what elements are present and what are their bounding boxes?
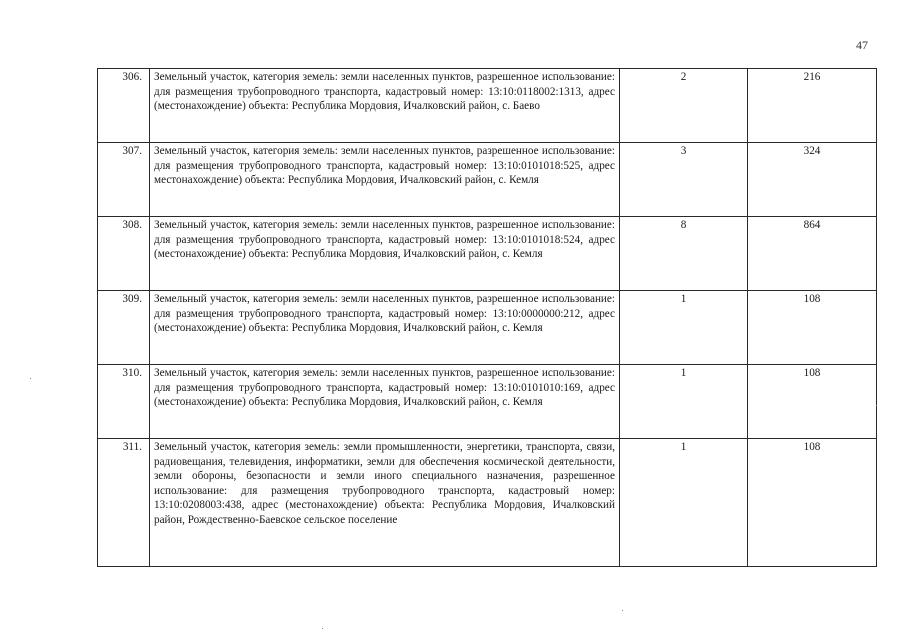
row-quantity: 1: [620, 439, 748, 567]
row-quantity: 8: [620, 217, 748, 291]
row-description: Земельный участок, категория земель: земли населенных пунктов, разрешенное использование: для размещения трубопроводного транспорта, кадастровый номер: 13:10:0101018:524, адрес (местонахождение) объекта: Республика Мордовия, Ичалковский район, с. Кемля: [150, 217, 620, 291]
page-number: 47: [856, 38, 868, 52]
table-row: [98, 143, 877, 217]
row-quantity: 1: [620, 365, 748, 439]
table-row: [98, 365, 877, 439]
row-description: Земельный участок, категория земель: земли населенных пунктов, разрешенное использование: для размещения трубопроводного транспорта, кадастровый номер: 13:10:0101018:525, адрес местонахождение) объекта: Республика Мордовия, Ичалковский район, с. Кемля: [150, 143, 620, 217]
row-quantity: 2: [620, 69, 748, 143]
row-number: 306.: [98, 69, 150, 143]
row-value: 108: [748, 291, 877, 365]
row-value: 324: [748, 143, 877, 217]
table-row: [98, 69, 877, 143]
table-row: [98, 217, 877, 291]
row-value: 108: [748, 365, 877, 439]
scan-speck: [876, 405, 877, 406]
row-description: Земельный участок, категория земель: земли населенных пунктов, разрешенное использование: для размещения трубопроводного транспорта, кадастровый номер: 13:10:0101010:169, адрес (местонахождение) объекта: Республика Мордовия, Ичалковский район, с. Кемля: [150, 365, 620, 439]
table-row: [98, 439, 877, 567]
scan-speck: [622, 610, 623, 611]
scan-speck: [322, 628, 323, 629]
row-number: 308.: [98, 217, 150, 291]
row-number: 309.: [98, 291, 150, 365]
row-number: 310.: [98, 365, 150, 439]
row-description: Земельный участок, категория земель: земли населенных пунктов, разрешенное использование: для размещения трубопроводного транспорта, кадастровый номер: 13:10:0000000:212, адрес (местонахождение) объекта: Республика Мордовия, Ичалковский район, с. Кемля: [150, 291, 620, 365]
scan-speck: [30, 378, 31, 379]
row-number: 307.: [98, 143, 150, 217]
row-quantity: 1: [620, 291, 748, 365]
row-quantity: 3: [620, 143, 748, 217]
row-value: 216: [748, 69, 877, 143]
row-value: 108: [748, 439, 877, 567]
row-description: Земельный участок, категория земель: земли промышленности, энергетики, транспорта, связи, радиовещания, телевидения, информатики, земли для обеспечения космической деятельности, земли обороны, безопасности и земли иного специального назначения, разрешенное использование: для размещения трубопроводного транспорта, кадастровый номер: 13:10:0208003:438, адрес (местонахождение) объекта: Республика Мордовия, Ичалковский район, Рождественно-Баевское сельское поселение: [150, 439, 620, 567]
row-description: Земельный участок, категория земель: земли населенных пунктов, разрешенное использование: для размещения трубопроводного транспорта, кадастровый номер: 13:10:0118002:1313, адрес (местонахождение) объекта: Республика Мордовия, Ичалковский район, с. Баево: [150, 69, 620, 143]
registry-table: [97, 68, 877, 567]
table-row: [98, 291, 877, 365]
row-value: 864: [748, 217, 877, 291]
row-number: 311.: [98, 439, 150, 567]
